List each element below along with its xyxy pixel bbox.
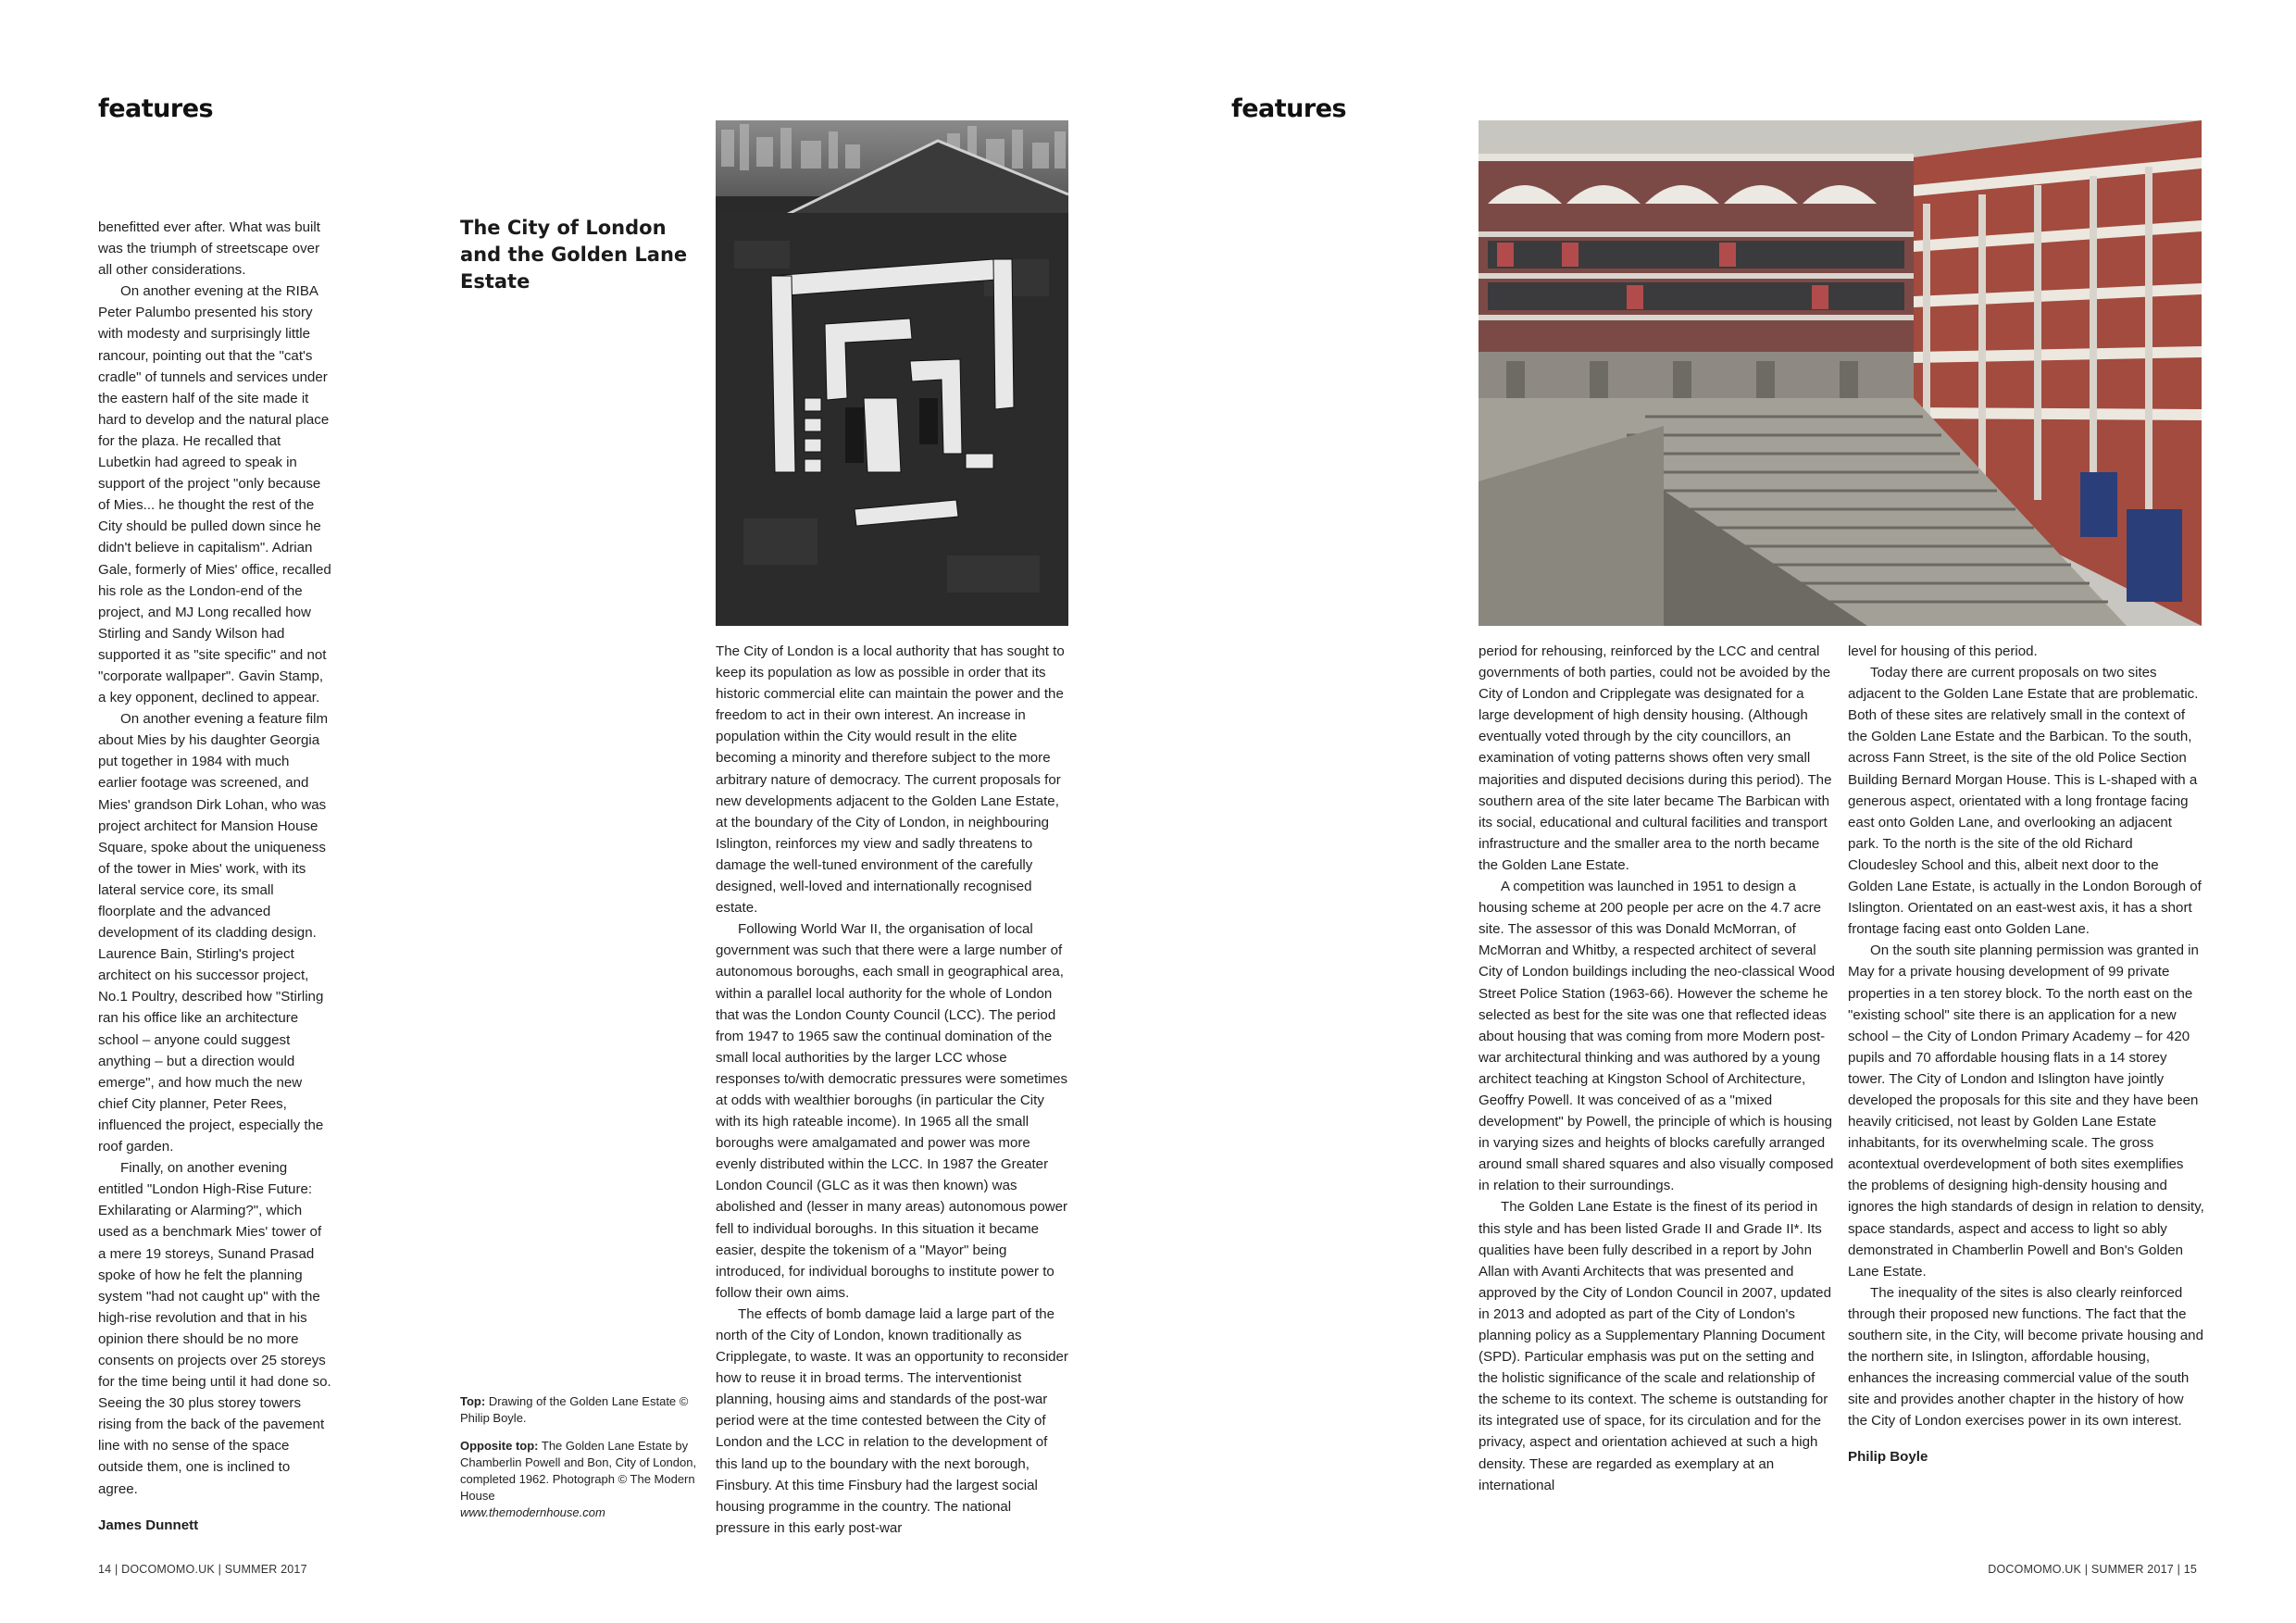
folio-right: DOCOMOMO.UK | SUMMER 2017 | 15 [1988,1563,2197,1576]
column-james-dunnett [98,217,331,1531]
caption-opposite-label: Opposite top: [460,1439,539,1453]
paragraph: period for rehousing, reinforced by the LCC and central governments of both parties, could not be avoided by the City of London and Cripplegate was designated for a large development of high density housing. (Although eventually voted through by the city councillors, an examination of voting patterns shows often very small majorities and disputed decisions during this period). The southern area of the site later became The Barbican with its social, educational and cultural facilities and transport infrastructure and the smaller area to the north became the Golden Lane Estate. [1479,643,1832,873]
column-golden-lane-part1 [716,641,1068,1539]
section-label-left: features [98,94,214,123]
paragraph: level for housing of this period. [1848,643,2038,659]
paragraph: On another evening at the RIBA Peter Palumbo presented his story with modesty and surprisingly little rancour, pointing out that the "cat's cradle" of tunnels and services under the eastern half of the site made it hard to develop and the natural place for the plaza. He recalled that Lubetkin had agreed to speak in support of the project "only because of Mies... he thought the rest of the City should be pulled down since he didn't believe in capitalism". Adrian Gale, formerly of Mies' office, recalled his role as the London-end of the project, and MJ Long recalled how Stirling and Sandy Wilson had supported it as "site specific" and not "corporate wallpaper". Gavin Stamp, a key opponent, declined to appear. [98,283,331,706]
column-golden-lane-part2 [1479,641,1835,1539]
caption-top-text: Drawing of the Golden Lane Estate © Philip Boyle. [460,1394,689,1425]
aerial-drawing-image [716,120,1068,626]
site-plan-drawing-icon [716,120,1068,626]
caption-opposite [460,1438,705,1521]
paragraph: The Golden Lane Estate is the finest of its period in this style and has been listed Grade II and Grade II*. Its qualities have been fully described in a report by John Allan with Avanti Architects that was presented and approved by the City of London Council in 2007, updated in 2013 and adopted as part of the City of London's planning policy as a Supplementary Planning Document (SPD). Particular emphasis was put on the setting and the holistic significance of the scale and relationship of the scheme to its context. The scheme is outstanding for its integrated use of space, for its circulation and for the privacy, aspect and orientation achieved at such a high density. These are regarded as exemplary at an international [1479,1199,1831,1493]
building-photo-icon [1479,120,2202,626]
paragraph: The inequality of the sites is also clearly reinforced through their proposed new functions. The fact that the southern site, in the City, will become private housing and the northern site, in Islington, affordable housing, enhances the increasing commercial value of the south site and provides another chapter in the history of how the City of London exercises power in its own interest. [1848,1284,2203,1429]
paragraph: Following World War II, the organisation of local government was such that there were a large number of autonomous boroughs, each small in geographical area, within a parallel local authority for the whole of London that was the London County Council (LCC). The period from 1947 to 1965 saw the continual domination of the small local authorities by the larger LCC whose responses to/with democratic pressures were sometimes at odds with wealthier boroughs (in particular the City with its high rateable income). In 1965 all the small boroughs were amalgamated and power was more evenly distributed within the LCC. In 1987 the Greater London Council (GLC as it was then known) was abolished and (lesser in many areas) autonomous power fell to individual boroughs. In this situation it became easier, despite the tokenism of a "Mayor" being introduced, for individual boroughs to institute power to follow their own aims. [716,921,1068,1301]
caption-url: www.themodernhouse.com [460,1505,605,1519]
paragraph: Today there are current proposals on two sites adjacent to the Golden Lane Estate that are problematic. Both of these sites are relatively small in the context of the Golden Lane Estate and the Barbican. To the south, across Fann Street, is the site of the old Police Section Building Bernard Morgan House. This is L-shaped with a generous aspect, orientated with a long frontage facing east onto Golden Lane, and overlooking an adjacent park. To the north is the site of the old Richard Cloudesley School and this, albeit next door to the Golden Lane Estate, is actually in the London Borough of Islington. Orientated on an east-west axis, it has a short frontage facing east onto Golden Lane. [1848,665,2202,938]
caption-opposite-text: The Golden Lane Estate by Chamberlin Powell and Bon, City of London, completed 1962. Photograph © The Modern House [460,1439,697,1503]
column-golden-lane-part3 [1848,641,2204,1539]
folio-left: 14 | DOCOMOMO.UK | SUMMER 2017 [98,1563,307,1576]
caption-top [460,1393,705,1427]
article-title: The City of London and the Golden Lane Estate [460,217,688,293]
byline: Philip Boyle [1848,1449,1928,1466]
paragraph: On another evening a feature film about Mies by his daughter Georgia put together in 1984 with much earlier footage was screened, and Mies' grandson Dirk Lohan, who was project architect for Mansion House Square, spoke about the uniqueness of the tower in Mies' work, with its lateral service core, its small floorplate and the advanced development of its cladding design. Laurence Bain, Stirling's project architect on his successor project, No.1 Poultry, described how "Stirling ran his office like an architecture school – anyone could suggest anything – but a direction would emerge", and how much the new chief City planner, Peter Rees, influenced the project, especially the roof garden. [98,711,329,1155]
paragraph: The effects of bomb damage laid a large part of the north of the City of London, known traditionally as Cripplegate, to waste. It was an opportunity to reconsider how to reuse it in broad terms. The interventionist planning, housing aims and standards of the post-war period were at the time contested between the City of London and the LCC in relation to the development of this land up to the boundary with the next borough, Finsbury. At this time Finsbury had the largest social housing programme in the country. The national pressure in this early post-war [716,1305,1068,1536]
byline: James Dunnett [98,1517,199,1531]
estate-photo-image [1479,120,2202,626]
paragraph: The City of London is a local authority that has sought to keep its population as low as possible in order that its historic commercial elite can maintain the power and the freedom to act in their own interest. An increase in population within the City would result in the elite becoming a minority and therefore subject to the more arbitrary nature of democracy. The current proposals for new developments adjacent to the Golden Lane Estate, at the boundary of the City of London, in neighbouring Islington, reinforces my view and sadly threatens to damage the well-tuned environment of the carefully designed, well-loved and internationally recognised estate. [716,643,1065,917]
section-label-right: features [1231,94,1347,123]
paragraph: Finally, on another evening entitled "London High-Rise Future: Exhilarating or Alarming?", which used as a benchmark Mies' tower of a mere 19 storeys, Sunand Prasad spoke of how he felt the planning system "had not caught up" with the high-rise revolution and that in his opinion there should be no more consents on projects over 25 storeys for the time being until it had done so. Seeing the 30 plus storey towers rising from the back of the pavement line with no sense of the space outside them, one is inclined to agree. [98,1160,331,1497]
paragraph: A competition was launched in 1951 to design a housing scheme at 200 people per acre on the 4.7 acre site. The assessor of this was Donald McMorran, of McMorran and Whitby, a respected architect of several City of London buildings including the neo-classical Wood Street Police Station (1963-66). However the scheme he selected as best for the site was one that reflected ideas about housing that was coming from more Modern post-war architectural thinking and was authored by a young architect teaching at Kingston School of Architecture, Geoffry Powell. It was conceived of as a "mixed development" by Powell, the principle of which is housing in varying sizes and heights of blocks carefully arranged around small shared squares and also visually composed in relation to their surroundings. [1479,879,1835,1194]
image-captions [460,1393,705,1532]
paragraph: benefitted ever after. What was built was the triumph of streetscape over all other considerations. [98,219,320,279]
paragraph: On the south site planning permission was granted in May for a private housing development of 99 private properties in a ten storey block. To the north east on the "existing school" site there is an application for a new school – the City of London Primary Academy – for 420 pupils and 70 affordable housing flats in a 14 storey tower. The City of London and Islington have jointly developed the proposals for this site and they have been heavily criticised, not least by Golden Lane Estate inhabitants, for its overwhelming scale. The gross acontextual overdevelopment of both sites exemplifies the problems of designing high-density housing and ignores the high standards of design in relation to density, space standards, aspect and access to light so ably demonstrated in Chamberlin Powell and Bon's Golden Lane Estate. [1848,943,2204,1280]
caption-top-label: Top: [460,1394,486,1408]
